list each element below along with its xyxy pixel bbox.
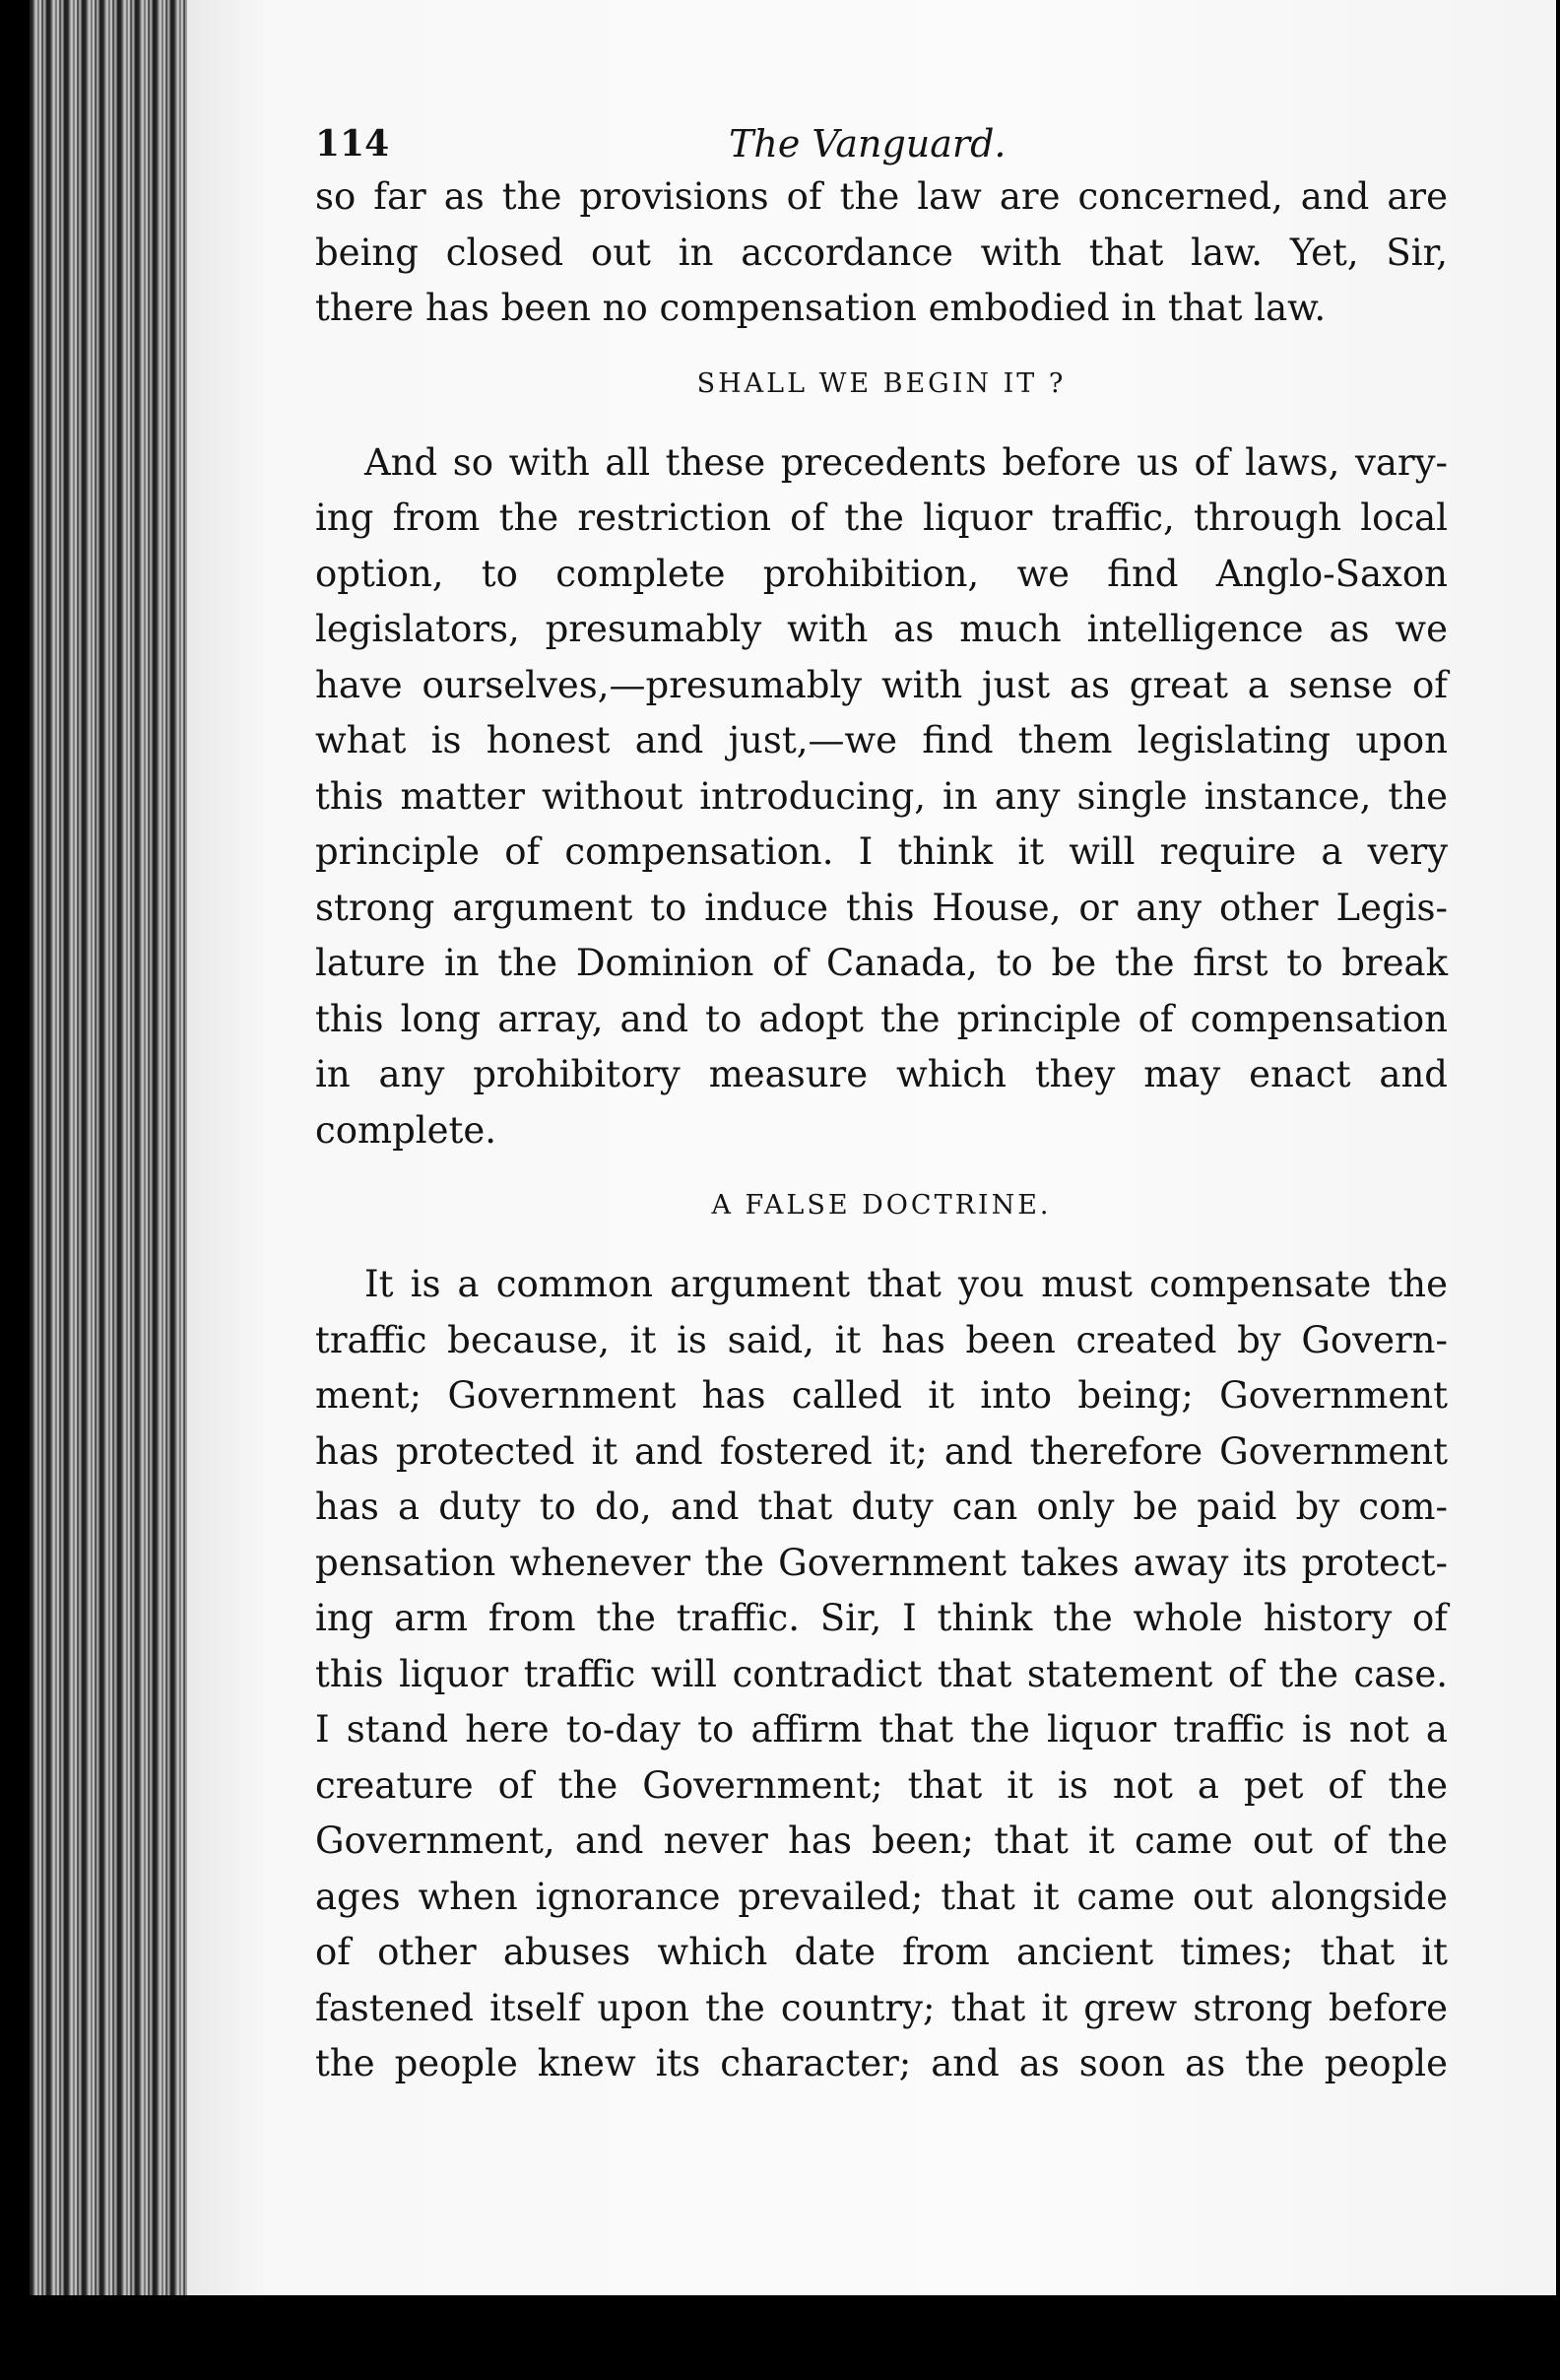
text-line: so far as the provisions of the law are concerned, and are — [315, 175, 1448, 218]
text-line: ing arm from the traffic. Sir, I think the whole history of — [315, 1597, 1448, 1639]
text-line: this long array, and to adopt the principle of compensation — [315, 997, 1448, 1040]
text-line: I stand here to-day to affirm that the liquor traffic is not a — [315, 1708, 1448, 1751]
text-line: creature of the Government; that it is not a pet of the — [315, 1763, 1448, 1807]
text-line: pensation whenever the Government takes away its protect- — [315, 1541, 1448, 1584]
text-line: It is a common argument that you must compensate the — [364, 1263, 1448, 1305]
text-line: And so with all these precedents before us of laws, vary- — [364, 440, 1448, 484]
text-line: what is honest and just,—we find them legislating upon — [315, 719, 1448, 761]
text-block — [315, 99, 1448, 2092]
text-line: the people knew its character; and as soon as the people — [315, 2042, 1448, 2084]
text-line: traffic because, it is said, it has been created by Govern- — [315, 1318, 1448, 1361]
text-line: has a duty to do, and that duty can only be paid by com- — [315, 1486, 1448, 1528]
paragraph-2 — [315, 435, 1448, 1159]
book-page-edges — [30, 0, 207, 2345]
text-line: being closed out in accordance with that law. Yet, Sir, — [315, 231, 1448, 274]
text-line: this liquor traffic will contradict that statement of the case. — [315, 1652, 1448, 1695]
text-line: ment; Government has called it into being; Government — [315, 1374, 1448, 1417]
text-line: legislators, presumably with as much intelligence as we — [315, 608, 1448, 650]
text-line: have ourselves,—presumably with just as great a sense of — [315, 663, 1448, 706]
running-title: The Vanguard. — [729, 122, 1007, 165]
text-line: principle of compensation. I think it will require a very — [315, 830, 1448, 873]
running-head — [315, 99, 1448, 165]
text-line: in any prohibitory measure which they may enact and — [315, 1053, 1448, 1095]
text-line: lature in the Dominion of Canada, to be the first to break — [315, 942, 1448, 984]
text-line: this matter without introducing, in any single instance, the — [315, 774, 1448, 818]
bottom-shadow — [0, 2295, 1560, 2380]
text-line: option, to complete prohibition, we find Anglo-Saxon — [315, 552, 1448, 595]
paragraph-3 — [315, 1257, 1448, 2092]
text-line: of other abuses which date from ancient times; that it — [315, 1931, 1448, 1973]
text-line: complete. — [315, 1108, 497, 1152]
page-number: 114 — [315, 123, 390, 165]
text-line: there has been no compensation embodied in that law. — [315, 287, 1327, 329]
text-line: strong argument to induce this House, or any other Legis- — [315, 886, 1448, 929]
section-heading-false-doctrine: A FALSE DOCTRINE. — [711, 1190, 1052, 1221]
text-line: ing from the restriction of the liquor traffic, through local — [315, 496, 1448, 539]
text-line: fastened itself upon the country; that it grew strong before — [315, 1986, 1448, 2029]
text-line: ages when ignorance prevailed; that it came out alongside — [315, 1875, 1448, 1918]
text-line: has protected it and fostered it; and therefore Government — [315, 1429, 1448, 1473]
text-line: Government, and never has been; that it came out of the — [315, 1819, 1448, 1862]
paragraph-1 — [315, 169, 1448, 337]
section-heading-shall-we-begin: SHALL WE BEGIN IT ? — [696, 367, 1067, 399]
